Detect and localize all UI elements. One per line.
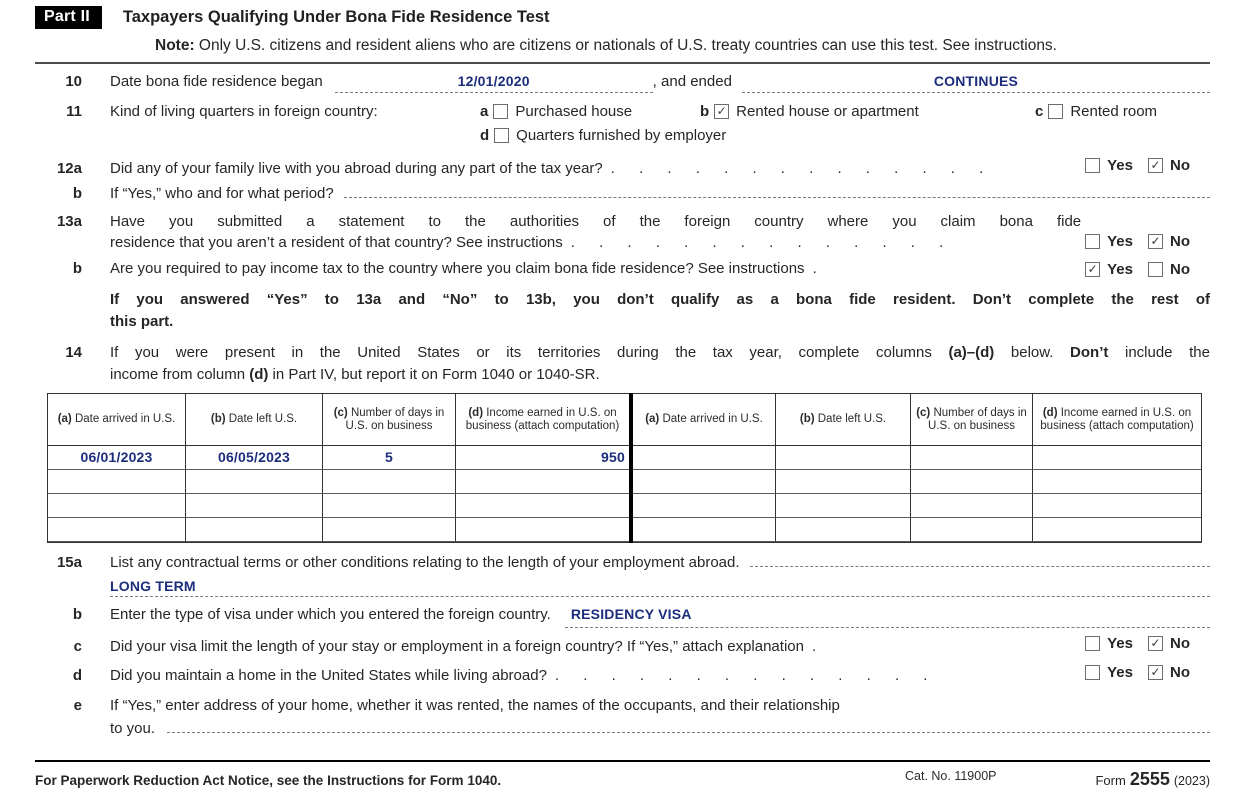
- option-letter-b: b: [700, 103, 710, 120]
- table-cell[interactable]: [911, 470, 1033, 494]
- section-divider: [35, 62, 1210, 64]
- table-cell[interactable]: [1033, 470, 1201, 494]
- table-cell[interactable]: [456, 518, 629, 542]
- form-word: Form: [1095, 773, 1126, 788]
- us-presence-table-right: [633, 393, 1202, 543]
- option-label-c: Rented room: [1070, 103, 1158, 120]
- table-header-a: [633, 393, 776, 446]
- line-11-number: 11: [66, 103, 82, 120]
- line-13a-text-1: Have you submitted a statement to the authorities of the foreign country where you claim bona fide: [110, 213, 1082, 230]
- table-cell[interactable]: [1033, 518, 1201, 542]
- table-cell[interactable]: [776, 470, 911, 494]
- line-13a-text-2: residence that you aren’t a resident of that country? See instructions: [110, 234, 563, 251]
- footer: [35, 762, 1210, 790]
- no-label: No: [1170, 261, 1190, 278]
- line-12a-no-checkbox[interactable]: [1148, 158, 1163, 173]
- option-letter-d: d: [480, 127, 490, 144]
- header-letter: (d): [1042, 406, 1058, 419]
- line-13a-yes-checkbox[interactable]: [1085, 234, 1100, 249]
- line-11d-row: [35, 125, 1210, 146]
- line-15a-field-lead[interactable]: [750, 553, 1210, 567]
- table-cell[interactable]: [48, 494, 186, 518]
- table-cell[interactable]: [633, 446, 776, 470]
- line-15a-row: [35, 552, 1210, 573]
- line-15e-text-2: to you.: [110, 720, 156, 737]
- qualification-warning: [110, 289, 1210, 333]
- line-15d-number: d: [72, 667, 82, 684]
- table-cell[interactable]: [911, 446, 1033, 470]
- table-header-d: [1033, 393, 1201, 446]
- table-cell[interactable]: [48, 518, 186, 542]
- form-number-block: [1095, 769, 1210, 790]
- line-12a-row: [35, 155, 1210, 179]
- table-header-c: [323, 393, 456, 446]
- header-text: Number of days in U.S. on business: [345, 406, 445, 432]
- table-header-a: [48, 393, 186, 446]
- header-letter: (a): [57, 413, 72, 425]
- line-15d-no-checkbox[interactable]: [1148, 665, 1163, 680]
- line-13a-row: [35, 211, 1210, 253]
- option-label-d: Quarters furnished by employer: [516, 127, 727, 144]
- table-cell[interactable]: [1033, 494, 1201, 518]
- line-15c-no-checkbox[interactable]: [1148, 636, 1163, 651]
- line-12a-question: Did any of your family live with you abroad during any part of the tax year?: [110, 160, 603, 177]
- header-letter: (b): [799, 413, 815, 425]
- option-rented-house: [700, 101, 1035, 122]
- checkbox-mark: ✓: [1150, 636, 1161, 650]
- line-15c-question: Did your visa limit the length of your stay or employment in a foreign country? If “Yes,” attach explanation: [110, 638, 804, 655]
- line-14-seg4: Don’t: [1070, 344, 1109, 361]
- line-15d-question: Did you maintain a home in the United States while living abroad?: [110, 667, 547, 684]
- yes-label: Yes: [1107, 261, 1133, 278]
- table-cell[interactable]: [323, 470, 456, 494]
- dot-leader: .: [811, 638, 817, 655]
- line-13b-row: [35, 258, 1210, 280]
- part-title: Taxpayers Qualifying Under Bona Fide Residence Test: [122, 8, 550, 26]
- line-10-number: 10: [65, 73, 82, 90]
- line-15d-answers: [1085, 662, 1190, 683]
- note-text: Only U.S. citizens and resident aliens who are citizens or nationals of U.S. treaty countries can use this test. See instructions.: [194, 37, 1057, 54]
- line-14-seg2: (a)–(d): [948, 344, 995, 361]
- option-rented-room: [1035, 101, 1210, 122]
- line-15b-number: b: [72, 606, 82, 623]
- rented-room-checkbox[interactable]: [1048, 104, 1063, 119]
- option-letter-c: c: [1035, 103, 1044, 120]
- option-letter-a: a: [480, 103, 489, 120]
- line-12a-number: 12a: [56, 160, 82, 177]
- line-12b-field[interactable]: [344, 184, 1210, 198]
- no-label: No: [1170, 635, 1190, 652]
- table-header-b: [776, 393, 911, 446]
- line-13b-answers: [1085, 259, 1190, 280]
- line-12b-row: [35, 183, 1210, 204]
- dot-leader: .: [812, 260, 817, 277]
- part-header: [35, 6, 1210, 29]
- header-letter: (a): [645, 413, 660, 425]
- line-15d-row: [35, 662, 1210, 686]
- quarters-employer-checkbox[interactable]: [494, 128, 509, 143]
- table-cell[interactable]: [186, 518, 323, 542]
- table-cell[interactable]: [48, 470, 186, 494]
- header-letter: (d): [468, 406, 484, 419]
- table-cell[interactable]: [633, 518, 776, 542]
- table-cell[interactable]: [911, 518, 1033, 542]
- line-10-label: Date bona fide residence began: [110, 73, 323, 90]
- paperwork-notice: For Paperwork Reduction Act Notice, see the Instructions for Form 1040.: [35, 773, 502, 788]
- catalog-number: Cat. No. 11900P: [905, 769, 997, 783]
- table-cell[interactable]: [186, 470, 323, 494]
- line-15b-question: Enter the type of visa under which you entered the foreign country.: [110, 606, 551, 623]
- header-text: Date arrived in U.S.: [71, 413, 176, 425]
- header-letter: (c): [916, 406, 931, 419]
- line-13b-question: Are you required to pay income tax to the country where you claim bona fide residence? See instructions: [110, 260, 805, 277]
- visa-type-field[interactable]: RESIDENCY VISA: [565, 604, 1210, 628]
- line-15b-row: [35, 604, 1210, 628]
- line-13b-number: b: [72, 260, 82, 277]
- line-13b-yes-checkbox[interactable]: [1085, 262, 1100, 277]
- line-14-seg7: (d): [249, 366, 269, 383]
- checkbox-mark: ✓: [1150, 158, 1161, 172]
- header-letter: (b): [210, 413, 226, 425]
- table-cell[interactable]: [633, 494, 776, 518]
- table-cell-days[interactable]: 5: [323, 446, 456, 470]
- line-14-seg3: below.: [994, 344, 1071, 361]
- table-header-c: [911, 393, 1033, 446]
- table-cell-income[interactable]: 950: [456, 446, 629, 470]
- table-cell-date-arrived[interactable]: 06/01/2023: [48, 446, 186, 470]
- note-bold-label: Note:: [155, 37, 195, 54]
- checkbox-mark: ✓: [716, 104, 727, 118]
- checkbox-mark: ✓: [1150, 234, 1161, 248]
- rented-house-checkbox[interactable]: [714, 104, 729, 119]
- yes-label: Yes: [1107, 635, 1133, 652]
- line-10-row: [35, 71, 1210, 93]
- line-13a-number: 13a: [56, 213, 82, 230]
- option-label-b: Rented house or apartment: [736, 103, 919, 120]
- line-14-seg6: income from column: [110, 366, 250, 383]
- line-14-seg5: include the: [1108, 344, 1210, 361]
- warning-line-1: If you answered “Yes” to 13a and “No” to 13b, you don’t qualify as a bona fide resident. Don’t complete the rest of: [110, 291, 1210, 308]
- line-14-text-1: [110, 342, 1210, 364]
- table-cell[interactable]: [456, 494, 629, 518]
- table-header-d: [456, 393, 629, 446]
- line-15e-text-1: If “Yes,” enter address of your home, whether it was rented, the names of the occupants, and their relationship: [110, 697, 840, 714]
- line-15a-number: 15a: [56, 554, 82, 571]
- table-cell[interactable]: [1033, 446, 1201, 470]
- part-note: [155, 35, 1201, 57]
- us-presence-table: [47, 393, 1200, 543]
- header-text: Income earned in U.S. on business (attach computation): [465, 406, 620, 432]
- yes-label: Yes: [1107, 157, 1133, 174]
- form-number: 2555: [1129, 769, 1170, 789]
- contract-terms-field[interactable]: LONG TERM: [110, 578, 1210, 597]
- checkbox-mark: ✓: [1150, 665, 1161, 679]
- us-presence-table-left: [47, 393, 629, 543]
- line-12a-answers: [1085, 155, 1190, 176]
- table-cell[interactable]: [776, 518, 911, 542]
- line-15c-number: c: [73, 638, 82, 655]
- line-15e-number: e: [73, 697, 82, 714]
- table-cell[interactable]: [911, 494, 1033, 518]
- line-15c-row: [35, 633, 1210, 657]
- line-11-row: [35, 101, 1210, 122]
- header-text: Date left U.S.: [814, 413, 887, 425]
- table-cell[interactable]: [633, 470, 776, 494]
- table-cell[interactable]: [323, 494, 456, 518]
- line-15c-answers: [1085, 633, 1190, 654]
- line-15e-row: [35, 695, 1210, 739]
- table-header-b: [186, 393, 323, 446]
- line-13b-no-checkbox[interactable]: [1148, 262, 1163, 277]
- residence-ended-field[interactable]: CONTINUES: [742, 71, 1210, 93]
- option-quarters-employer: [480, 125, 726, 146]
- line-12b-question: If “Yes,” who and for what period?: [110, 185, 334, 202]
- table-cell[interactable]: [186, 494, 323, 518]
- no-label: No: [1170, 233, 1190, 250]
- line-12b-number: b: [72, 185, 82, 202]
- line-15d-yes-checkbox[interactable]: [1085, 665, 1100, 680]
- option-purchased-house: [480, 101, 700, 122]
- part-label: Part II: [35, 6, 102, 29]
- warning-line-2: this part.: [110, 313, 174, 330]
- line-15c-yes-checkbox[interactable]: [1085, 636, 1100, 651]
- line-12a-yes-checkbox[interactable]: [1085, 158, 1100, 173]
- line-14-number: 14: [65, 344, 82, 361]
- header-text: Number of days in U.S. on business: [928, 406, 1027, 432]
- no-label: No: [1170, 664, 1190, 681]
- line-15a-question: List any contractual terms or other conditions relating to the length of your employment abroad.: [110, 554, 740, 571]
- purchased-house-checkbox[interactable]: [493, 104, 508, 119]
- table-cell[interactable]: [456, 470, 629, 494]
- table-cell[interactable]: [323, 518, 456, 542]
- line-14-seg8: in Part IV, but report it on Form 1040 or 1040-SR.: [268, 366, 600, 383]
- dot-leader: . . . . . . . . . . . . . .: [570, 234, 944, 251]
- no-label: No: [1170, 157, 1190, 174]
- table-cell[interactable]: [776, 494, 911, 518]
- checkbox-mark: ✓: [1087, 262, 1098, 276]
- yes-label: Yes: [1107, 233, 1133, 250]
- header-text: Date arrived in U.S.: [659, 413, 763, 425]
- home-address-field[interactable]: [167, 719, 1210, 733]
- line-14-seg1: If you were present in the United States or its territories during the tax year, complete columns: [110, 344, 949, 361]
- header-text: Date left U.S.: [225, 413, 298, 425]
- table-cell[interactable]: [776, 446, 911, 470]
- line-13a-no-checkbox[interactable]: [1148, 234, 1163, 249]
- yes-label: Yes: [1107, 664, 1133, 681]
- table-cell-date-left[interactable]: 06/05/2023: [186, 446, 323, 470]
- residence-began-field[interactable]: 12/01/2020: [335, 71, 653, 93]
- line-13a-answers: [1085, 231, 1190, 252]
- line-14-row: [35, 342, 1210, 386]
- line-11-label: Kind of living quarters in foreign country:: [110, 103, 378, 120]
- option-label-a: Purchased house: [515, 103, 633, 120]
- form-year: (2023): [1173, 774, 1210, 788]
- header-letter: (c): [333, 406, 348, 419]
- dot-leader: . . . . . . . . . . . . . .: [554, 667, 928, 684]
- line-14-text-2: [110, 364, 1210, 386]
- header-text: Income earned in U.S. on business (attach computation): [1040, 406, 1194, 432]
- dot-leader: . . . . . . . . . . . . . .: [610, 160, 984, 177]
- line-10-mid-label: , and ended: [652, 73, 732, 90]
